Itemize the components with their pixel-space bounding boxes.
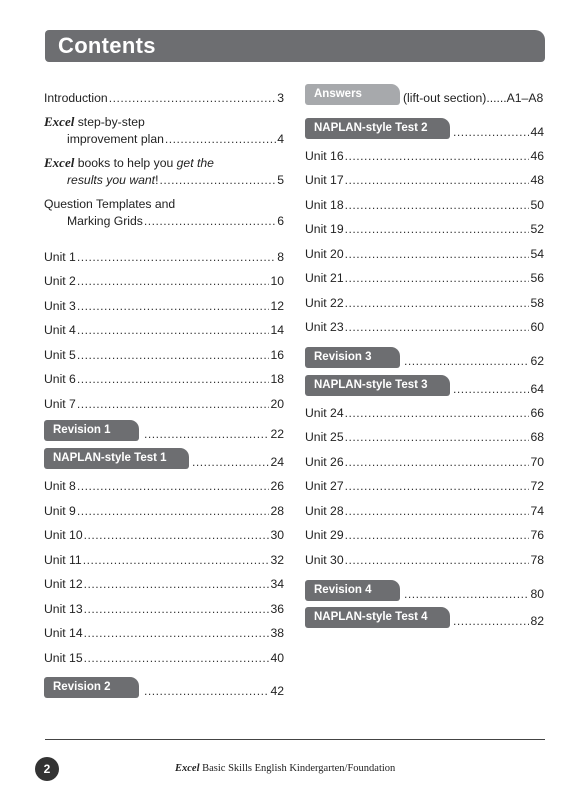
page-number: 66 — [530, 406, 544, 420]
page-number: 22 — [270, 427, 284, 441]
toc-entry-unit[interactable] — [44, 347, 284, 363]
toc-entry-unit[interactable] — [305, 454, 544, 470]
page-number: 46 — [530, 149, 544, 163]
page-number: 30 — [270, 528, 284, 542]
toc-entry-unit[interactable] — [305, 270, 544, 286]
toc-entry-unit[interactable] — [305, 527, 544, 543]
toc-entry-unit[interactable] — [44, 371, 284, 387]
entry-label: Unit 7 — [44, 397, 76, 411]
dot-leader — [453, 381, 529, 397]
entry-label: Introduction — [44, 91, 108, 105]
entry-label: Unit 18 — [305, 198, 344, 212]
page-number: 26 — [270, 479, 284, 493]
entry-label: Unit 4 — [44, 323, 76, 337]
page-number: 3 — [277, 91, 284, 105]
toc-entry-unit[interactable] — [44, 552, 284, 568]
toc-entry-unit[interactable] — [44, 478, 284, 494]
page-number: 56 — [530, 271, 544, 285]
dot-leader — [192, 454, 269, 470]
entry-label: improvement plan — [67, 132, 164, 146]
entry-label: Unit 21 — [305, 271, 344, 285]
page-number: 72 — [530, 479, 544, 493]
entry-label: Unit 3 — [44, 299, 76, 313]
page-number: 8 — [277, 250, 284, 264]
dot-leader — [345, 295, 530, 311]
page-number: 20 — [270, 397, 284, 411]
dot-leader — [165, 131, 276, 147]
entry-label: Unit 22 — [305, 296, 344, 310]
toc-entry-unit[interactable] — [305, 478, 544, 494]
page-number: 80 — [530, 587, 544, 601]
page-number: 36 — [270, 602, 284, 616]
toc-entry-unit[interactable] — [44, 625, 284, 641]
entry-label: Unit 20 — [305, 247, 344, 261]
naplan-test-4-tab[interactable]: NAPLAN-style Test 4 — [305, 607, 450, 628]
page-title: Contents — [58, 33, 156, 58]
revision-2-tab[interactable]: Revision 2 — [44, 677, 139, 698]
dot-leader — [77, 503, 270, 519]
toc-entry-unit[interactable] — [44, 527, 284, 543]
toc-entry-books-line1: Excel books to help you get the — [44, 155, 214, 170]
entry-label: Unit 6 — [44, 372, 76, 386]
revision-1-tab[interactable]: Revision 1 — [44, 420, 139, 441]
entry-label: Unit 17 — [305, 173, 344, 187]
dot-leader — [345, 319, 530, 335]
answers-tab[interactable]: Answers — [305, 84, 400, 105]
dot-leader — [84, 527, 270, 543]
dot-leader — [77, 322, 270, 338]
page-number: 70 — [530, 455, 544, 469]
page-number: 4 — [277, 132, 284, 146]
entry-label: Unit 11 — [44, 553, 82, 567]
toc-entry-plan-line1: Excel step-by-step — [44, 114, 145, 129]
toc-entry-unit[interactable] — [305, 246, 544, 262]
toc-entry-naplan-1[interactable] — [191, 454, 284, 470]
page-number: 40 — [270, 651, 284, 665]
page-number: 5 — [277, 173, 284, 187]
entry-label: Unit 10 — [44, 528, 83, 542]
toc-entry-unit[interactable] — [305, 172, 544, 188]
dot-leader — [345, 270, 530, 286]
dot-leader — [84, 601, 270, 617]
footer-book-title: Excel Basic Skills English Kindergarten/Foundation — [175, 763, 396, 774]
toc-entry-unit[interactable] — [305, 552, 544, 568]
toc-entry-unit[interactable] — [305, 295, 544, 311]
revision-3-tab[interactable]: Revision 3 — [305, 347, 400, 368]
dot-leader — [77, 273, 270, 289]
page-number: 10 — [270, 274, 284, 288]
dot-leader — [77, 371, 270, 387]
toc-entry-unit[interactable] — [44, 396, 284, 412]
page-number: 38 — [270, 626, 284, 640]
page-number: 14 — [270, 323, 284, 337]
entry-label: Unit 29 — [305, 528, 344, 542]
dot-leader — [83, 552, 270, 568]
toc-entry-templates-line1: Question Templates and — [44, 197, 176, 211]
dot-leader — [144, 683, 269, 699]
dot-leader — [453, 613, 529, 629]
toc-entry-unit[interactable] — [44, 601, 284, 617]
entry-label: Unit 16 — [305, 149, 344, 163]
entry-label: Unit 12 — [44, 577, 83, 591]
toc-entry-unit[interactable] — [44, 298, 284, 314]
dot-leader — [159, 172, 276, 188]
dot-leader — [345, 148, 530, 164]
page-number: 44 — [530, 125, 544, 139]
page-number: 16 — [270, 348, 284, 362]
toc-entry-unit[interactable] — [305, 197, 544, 213]
toc-entry-unit[interactable] — [305, 221, 544, 237]
entry-label: Unit 15 — [44, 651, 83, 665]
toc-entry-templates[interactable] — [44, 213, 284, 229]
page-number: 34 — [270, 577, 284, 591]
toc-entry-revision-3[interactable] — [403, 353, 544, 369]
page-number: 6 — [277, 214, 284, 228]
toc-entry-unit[interactable] — [44, 650, 284, 666]
page-number: 76 — [530, 528, 544, 542]
page-number: 42 — [270, 684, 284, 698]
toc-entry-unit[interactable] — [44, 249, 284, 265]
dot-leader — [345, 478, 530, 494]
page-number: 52 — [530, 222, 544, 236]
page-number: 24 — [270, 455, 284, 469]
page-number: 48 — [530, 173, 544, 187]
dot-leader — [404, 586, 529, 602]
dot-leader — [77, 347, 270, 363]
dot-leader — [109, 90, 277, 106]
toc-entry-naplan-3[interactable] — [452, 381, 544, 397]
entry-label: Unit 28 — [305, 504, 344, 518]
naplan-test-2-tab[interactable]: NAPLAN-style Test 2 — [305, 118, 450, 139]
dot-leader — [77, 249, 276, 265]
entry-label: Unit 24 — [305, 406, 344, 420]
entry-label: Marking Grids — [67, 214, 143, 228]
toc-entry-revision-1[interactable] — [143, 426, 284, 442]
page-number: 74 — [530, 504, 544, 518]
contents-header — [45, 30, 545, 62]
entry-label: Unit 26 — [305, 455, 344, 469]
dot-leader — [345, 172, 530, 188]
toc-entry-unit[interactable] — [44, 273, 284, 289]
page-number: 28 — [270, 504, 284, 518]
dot-leader — [77, 396, 270, 412]
entry-label: Unit 30 — [305, 553, 344, 567]
toc-entry-unit[interactable] — [44, 576, 284, 592]
page-number: 78 — [530, 553, 544, 567]
entry-label: Unit 9 — [44, 504, 76, 518]
page-number: 62 — [530, 354, 544, 368]
toc-entry-answers[interactable]: (lift-out section)......A1–A8 — [403, 91, 544, 105]
toc-entry-unit[interactable] — [305, 319, 544, 335]
toc-entry-plan[interactable] — [44, 131, 284, 147]
dot-leader — [345, 405, 530, 421]
toc-entry-books[interactable] — [44, 172, 284, 188]
page-number: 68 — [530, 430, 544, 444]
entry-label: results you want! — [67, 173, 159, 187]
toc-entry-unit[interactable] — [305, 148, 544, 164]
toc-entry-introduction[interactable] — [44, 90, 284, 106]
page-number: 58 — [530, 296, 544, 310]
dot-leader — [345, 197, 530, 213]
page-number: 50 — [530, 198, 544, 212]
entry-label: Unit 27 — [305, 479, 344, 493]
toc-entry-naplan-4[interactable] — [452, 613, 544, 629]
footer-divider — [45, 739, 545, 740]
entry-label: Unit 8 — [44, 479, 76, 493]
dot-leader — [77, 298, 270, 314]
toc-entry-unit[interactable] — [305, 405, 544, 421]
entry-label: Unit 19 — [305, 222, 344, 236]
dot-leader — [345, 246, 530, 262]
page-number: 82 — [530, 614, 544, 628]
entry-label: Unit 13 — [44, 602, 83, 616]
entry-label: Unit 25 — [305, 430, 344, 444]
entry-label: Unit 2 — [44, 274, 76, 288]
page-number: 60 — [530, 320, 544, 334]
dot-leader — [345, 429, 530, 445]
dot-leader — [345, 552, 530, 568]
page-number: 18 — [270, 372, 284, 386]
entry-label: Unit 23 — [305, 320, 344, 334]
page-number-badge: 2 — [35, 757, 59, 781]
toc-entry-revision-4[interactable] — [403, 586, 544, 602]
dot-leader — [453, 124, 529, 140]
dot-leader — [345, 221, 530, 237]
revision-4-tab[interactable]: Revision 4 — [305, 580, 400, 601]
naplan-test-1-tab[interactable]: NAPLAN-style Test 1 — [44, 448, 189, 469]
page-number: 64 — [530, 382, 544, 396]
dot-leader — [144, 426, 269, 442]
dot-leader — [345, 503, 530, 519]
dot-leader — [84, 625, 270, 641]
dot-leader — [77, 478, 270, 494]
page-number: 32 — [270, 553, 284, 567]
dot-leader — [345, 454, 530, 470]
entry-label: Unit 5 — [44, 348, 76, 362]
naplan-test-3-tab[interactable]: NAPLAN-style Test 3 — [305, 375, 450, 396]
page-number: 54 — [530, 247, 544, 261]
toc-entry-revision-2[interactable] — [143, 683, 284, 699]
toc-entry-unit[interactable] — [44, 322, 284, 338]
dot-leader — [345, 527, 530, 543]
page-number: 12 — [270, 299, 284, 313]
toc-entry-unit[interactable] — [305, 503, 544, 519]
toc-entry-unit[interactable] — [44, 503, 284, 519]
entry-label: Unit 14 — [44, 626, 83, 640]
dot-leader — [404, 353, 529, 369]
dot-leader — [144, 213, 276, 229]
dot-leader — [84, 576, 270, 592]
toc-entry-naplan-2[interactable] — [452, 124, 544, 140]
dot-leader — [84, 650, 270, 666]
toc-entry-unit[interactable] — [305, 429, 544, 445]
entry-label: Unit 1 — [44, 250, 76, 264]
